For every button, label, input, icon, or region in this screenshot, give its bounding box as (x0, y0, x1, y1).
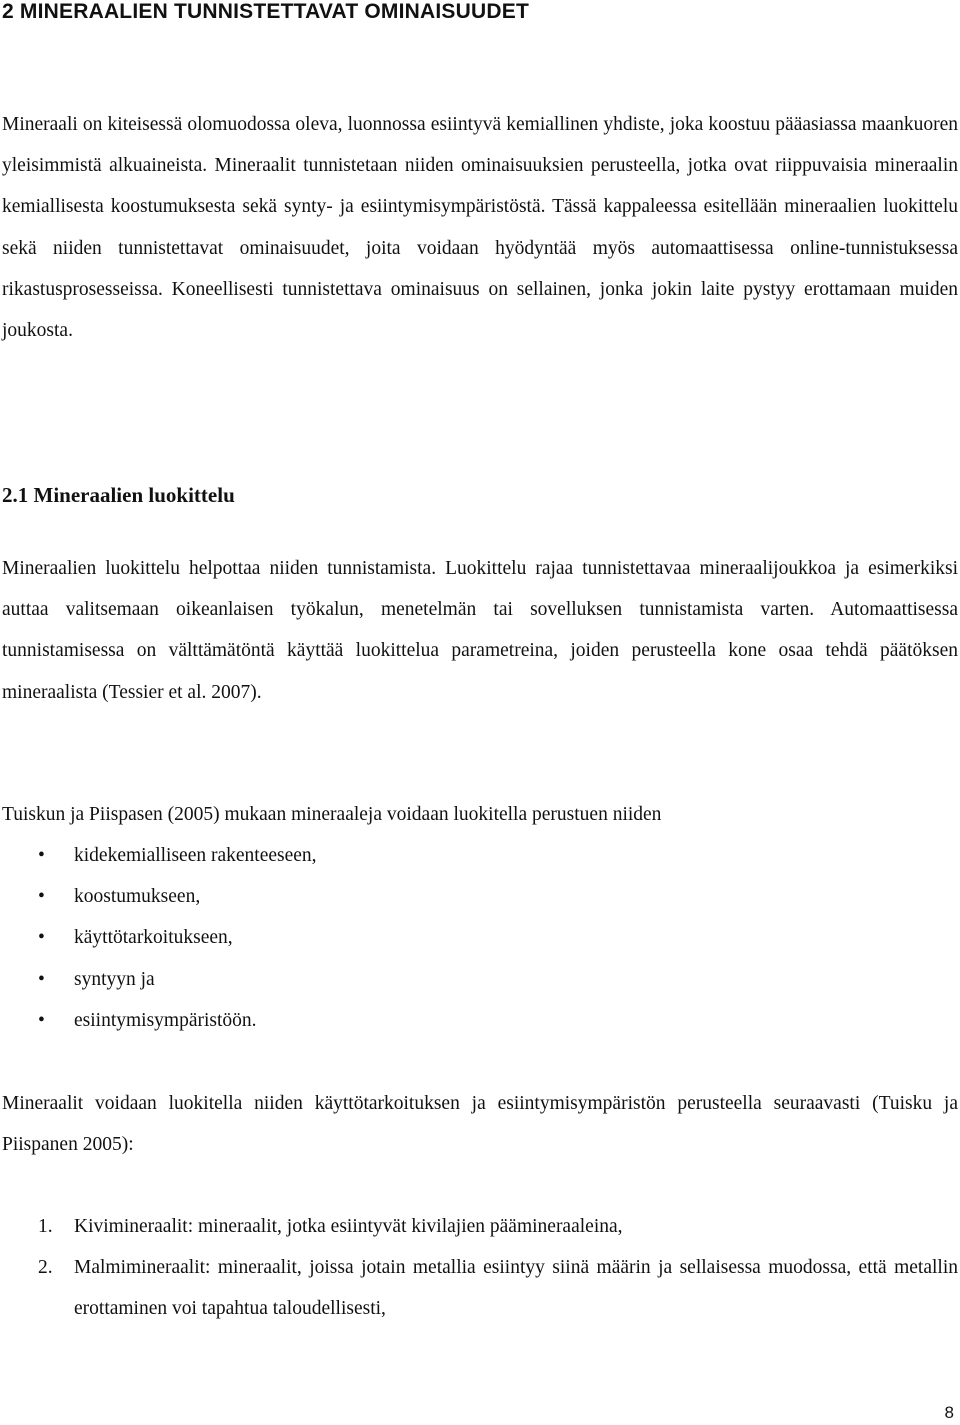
bullet-text: koostumukseen, (74, 886, 201, 908)
bullet-item (2, 917, 958, 958)
intro-paragraph: Mineraali on kiteisessä olomuodossa oleva, luonnossa esiintyvä kemiallinen yhdiste, joka koostuu pääasiassa maankuoren yleisimmistä alkuaineista. Mineraalit tunnistetaan niiden ominaisuuksien perusteella, jotka ovat riippuvaisia mineraalin kemiallisesta koostumuksesta sekä synty- ja esiintymisympäristöstä. Tässä kappaleessa esitellään mineraalien luokittelu sekä niiden tunnistettavat ominaisuudet, joita voidaan hyödyntää myös automaattisessa online-tunnistuksessa rikastusprosesseissa. Koneellisesti tunnistettava ominaisuus on sellainen, jonka jokin laite pystyy erottamaan muiden joukosta. (2, 114, 958, 342)
list-intro-paragraph: Tuiskun ja Piispasen (2005) mukaan mineraaleja voidaan luokitella perustuen niiden (2, 804, 662, 825)
numbered-item (2, 1206, 958, 1247)
numbered-item (2, 1247, 958, 1329)
bullet-text: esiintymisympäristöön. (74, 1009, 257, 1031)
bullet-item (2, 876, 958, 917)
bullet-text: kidekemialliseen rakenteeseen, (74, 845, 317, 866)
bullet-marker: • (38, 845, 45, 866)
mineral-type-numbered-list (2, 1206, 958, 1330)
item-text: Malmimineraalit: mineraalit, joissa jotain metallia esiintyy siinä määrin ja sellaisessa muodossa, että metallin erottaminen voi tapahtua taloudellisesti, (74, 1257, 958, 1320)
page-number: 8 (944, 1403, 954, 1422)
bullet-text: käyttötarkoitukseen, (74, 927, 233, 949)
bullet-marker: • (38, 886, 45, 908)
bullet-item (2, 1000, 958, 1041)
usage-paragraph: Mineraalit voidaan luokitella niiden käyttötarkoituksen ja esiintymisympäristön perusteella seuraavasti (Tuisku ja Piispanen 2005): (2, 1093, 958, 1156)
bullet-item (2, 835, 958, 876)
bullet-marker: • (38, 927, 45, 949)
subsection-heading: 2.1 Mineraalien luokittelu (2, 483, 235, 507)
classification-paragraph: Mineraalien luokittelu helpottaa niiden tunnistamista. Luokittelu rajaa tunnistettavaa mineraalijoukkoa ja esimerkiksi auttaa valitsemaan oikeanlaisen työkalun, menetelmän tai sovelluksen tunnistamista varten. Automaattisessa tunnistamisessa on välttämätöntä käyttää luokittelua parametreina, joiden perusteella kone osaa tehdä päätöksen mineraalista (Tessier et al. 2007). (2, 558, 958, 703)
item-number: 2. (38, 1257, 53, 1279)
item-number: 1. (38, 1216, 53, 1237)
bullet-text: syntyyn ja (74, 968, 155, 990)
bullet-item (2, 959, 958, 1000)
bullet-marker: • (38, 968, 45, 990)
section-heading: 2 MINERAALIEN TUNNISTETTAVAT OMINAISUUDET (2, 0, 529, 23)
classification-bullet-list (2, 835, 958, 1041)
item-text: Kivimineraalit: mineraalit, jotka esiintyvät kivilajien päämineraaleina, (74, 1216, 623, 1237)
bullet-marker: • (38, 1009, 45, 1031)
